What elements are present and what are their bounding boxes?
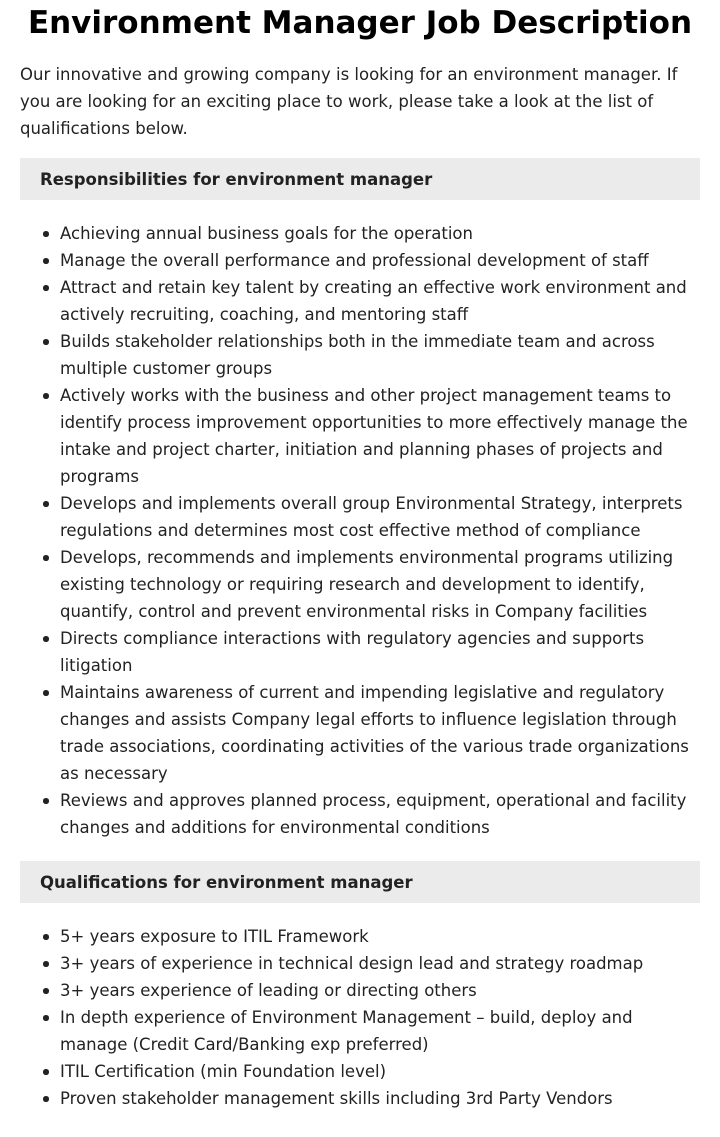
list-item: 3+ years experience of leading or directing others [60,977,700,1004]
list-item: ITIL Certification (min Foundation level) [60,1058,700,1085]
list-item: Achieving annual business goals for the operation [60,220,700,247]
list-item: Proven stakeholder management skills including 3rd Party Vendors [60,1085,700,1112]
list-item: Develops, recommends and implements environmental programs utilizing existing technology or requiring research and development to identify, quantify, control and prevent environmental risks in Company facilities [60,544,700,625]
list-item: Attract and retain key talent by creating an effective work environment and actively recruiting, coaching, and mentoring staff [60,274,700,328]
qualifications-header: Qualifications for environment manager [20,861,700,903]
responsibilities-header: Responsibilities for environment manager [20,158,700,200]
list-item: Manage the overall performance and professional development of staff [60,247,700,274]
page-title: Environment Manager Job Description [27,5,693,41]
list-item: Reviews and approves planned process, equipment, operational and facility changes and additions for environmental conditions [60,787,700,841]
qualifications-list [20,923,700,1112]
list-item: In depth experience of Environment Management – build, deploy and manage (Credit Card/Banking exp preferred) [60,1004,700,1058]
intro-paragraph: Our innovative and growing company is looking for an environment manager. If you are looking for an exciting place to work, please take a look at the list of qualifications below. [20,65,678,138]
list-item: Builds stakeholder relationships both in the immediate team and across multiple customer groups [60,328,700,382]
list-item: Actively works with the business and other project management teams to identify process improvement opportunities to more effectively manage the intake and project charter, initiation and planning phases of projects and programs [60,382,700,490]
list-item: Directs compliance interactions with regulatory agencies and supports litigation [60,625,700,679]
list-item: Develops and implements overall group Environmental Strategy, interprets regulations and determines most cost effective method of compliance [60,490,700,544]
list-item: 3+ years of experience in technical design lead and strategy roadmap [60,950,700,977]
list-item: 5+ years exposure to ITIL Framework [60,923,700,950]
responsibilities-list [20,220,700,841]
list-item: Maintains awareness of current and impending legislative and regulatory changes and assists Company legal efforts to influence legislation through trade associations, coordinating activities of the various trade organizations as necessary [60,679,700,787]
